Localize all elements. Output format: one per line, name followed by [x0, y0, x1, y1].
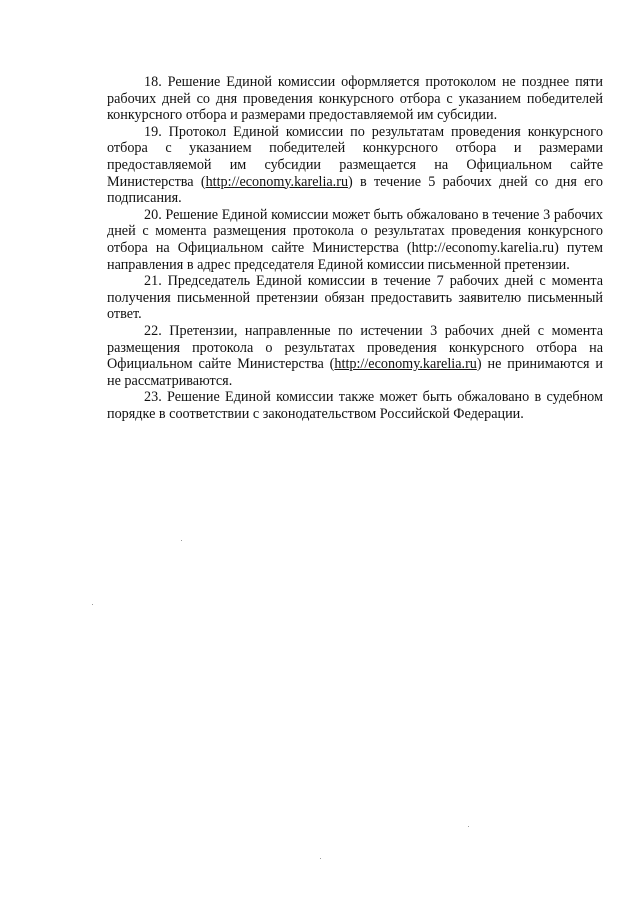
paragraph-19 [107, 124, 603, 207]
paragraph-19-text-start: 19. Протокол Единой комиссии по результатам проведения конкурсного отбора с указанием победителей конкурсного отбора и размерами предоставляемой им субсидии размещается на Официальном сайте Министерства ( [107, 123, 603, 190]
scan-speck [181, 540, 182, 541]
paragraph-21-text: 21. Председатель Единой комиссии в течение 7 рабочих дней с момента получения письменной претензии обязан предоставить заявителю письменный ответ. [107, 273, 603, 323]
scan-speck [92, 604, 93, 605]
paragraph-22 [107, 323, 603, 389]
document-page [107, 74, 603, 422]
paragraph-23-text: 23. Решение Единой комиссии также может быть обжаловано в судебном порядке в соответствии с законодательством Российской Федерации. [107, 389, 603, 422]
paragraph-23 [107, 389, 603, 422]
scan-speck [320, 858, 321, 859]
paragraph-18-text: 18. Решение Единой комиссии оформляется протоколом не позднее пяти рабочих дней со дня проведения конкурсного отбора с указанием победителей конкурсного отбора и размерами предоставляемой им субсидии. [107, 74, 603, 124]
paragraph-21 [107, 273, 603, 323]
paragraph-18 [107, 74, 603, 124]
paragraph-20-text: 20. Решение Единой комиссии может быть обжаловано в течение 3 рабочих дней с момента размещения протокола о результатах проведения конкурсного отбора на Официальном сайте Министерства (http://economy.karelia.ru) путем направления в адрес председателя Единой комиссии письменной претензии. [107, 206, 603, 273]
ministry-site-link[interactable]: http://economy.karelia.ru [334, 356, 477, 373]
paragraph-22-text-end: ) не принимаются и не рассматриваются. [107, 356, 603, 389]
paragraph-20 [107, 207, 603, 273]
paragraph-19-text-end: ) в течение 5 рабочих дней со дня его подписания. [107, 173, 603, 207]
scan-speck [468, 826, 469, 827]
ministry-site-link[interactable]: http://economy.karelia.ru [205, 173, 349, 190]
paragraph-22-text-start: 22. Претензии, направленные по истечении 3 рабочих дней с момента размещения протокола о результатах проведения конкурсного отбора на Официальном сайте Министерства ( [107, 322, 603, 373]
